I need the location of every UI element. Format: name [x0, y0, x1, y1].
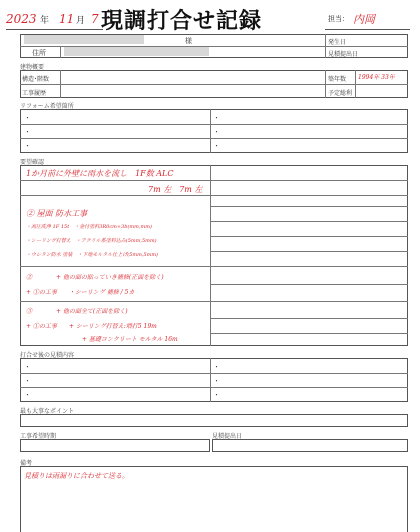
request-line: + 基礎コンクリート モルタル 16m: [82, 336, 178, 343]
address-field-redaction: [64, 47, 209, 56]
request-line: + ①の工事 + シーリング打替え:増打5 19m: [26, 323, 157, 330]
after-bullet: ・: [24, 377, 31, 385]
estimate-submit-label: 見積提出日: [212, 433, 243, 440]
after-bullet: ・: [213, 363, 220, 371]
date-month: 11: [59, 12, 75, 26]
reform-section-title: リフォーム希望箇所: [20, 103, 74, 110]
age-label: 築年数: [328, 76, 347, 83]
history-label: 工事履歴: [22, 90, 47, 97]
reform-bullet: ・: [24, 114, 31, 122]
estimate-submit-box: [212, 439, 408, 452]
period-box: [20, 439, 210, 452]
page-title: 現調打合せ記録: [101, 9, 263, 34]
reform-bullet: ・: [24, 142, 31, 150]
person-label: 担当：: [328, 15, 349, 23]
request-line: ③ + 他の面全て(正面を除く): [26, 308, 128, 315]
date-month-unit: 月: [76, 16, 86, 26]
request-line: 7m 左 7m 左: [148, 185, 203, 194]
after-bullet: ・: [213, 391, 220, 399]
date-year-unit: 年: [40, 16, 50, 26]
reform-bullet: ・: [24, 128, 31, 136]
structure-label: 構造･階数: [22, 76, 50, 83]
honorific: 様: [185, 37, 192, 45]
request-line: ・シーリング打替え ・アクリル系塗料込み(5mm,5mm): [26, 238, 157, 244]
request-line: 1か月前に外壁に雨水を流し 1F数 ALC: [26, 169, 174, 178]
important-box: [20, 414, 408, 427]
person-value: 内岡: [353, 13, 375, 26]
address-label: 住所: [32, 49, 46, 57]
reform-bullet: ・: [213, 128, 220, 136]
notes-section-title: 備考: [20, 460, 33, 467]
budget-label: 予定総利: [328, 90, 353, 97]
name-field-redaction: [24, 35, 144, 44]
after-bullet: ・: [24, 363, 31, 371]
notes-text: 見積りは雨漏りに合わせて送る。: [24, 472, 129, 480]
date-year: 2023: [6, 12, 37, 26]
request-line: ② 屋面 防水工事: [26, 209, 88, 218]
after-bullet: ・: [213, 377, 220, 385]
request-line: ・高圧洗浄 1F 15t ・金付塗料3R0cm+3b(mm,mm): [26, 224, 152, 230]
request-section-title: 要望確認: [20, 159, 45, 166]
after-bullet: ・: [24, 391, 31, 399]
person-underline: [325, 29, 410, 30]
important-section-title: 最も大事なポイント: [20, 408, 75, 415]
occurrence-date-label: 発生日: [328, 39, 347, 46]
request-line: ② + 他の面の貼っていき補修(正面を除く): [26, 274, 164, 281]
age-value: 1994年 33年: [358, 74, 395, 81]
estimate-date-label: 見積提出日: [328, 51, 359, 58]
header-underline: [6, 29, 103, 30]
request-line: + ①の工事 ・シーリング 補修 / 5カ: [26, 289, 135, 296]
after-section-title: 打合せ後の見積内容: [20, 352, 75, 359]
date-day: 7: [91, 12, 99, 26]
reform-bullet: ・: [213, 142, 220, 150]
request-line: ・ウレタン防水 塗装 ・下地モルタル仕上げ(5mm,5mm): [26, 252, 159, 258]
reform-bullet: ・: [213, 114, 220, 122]
period-label: 工事希望時期: [20, 433, 57, 440]
building-section-title: 建物概要: [20, 64, 45, 71]
